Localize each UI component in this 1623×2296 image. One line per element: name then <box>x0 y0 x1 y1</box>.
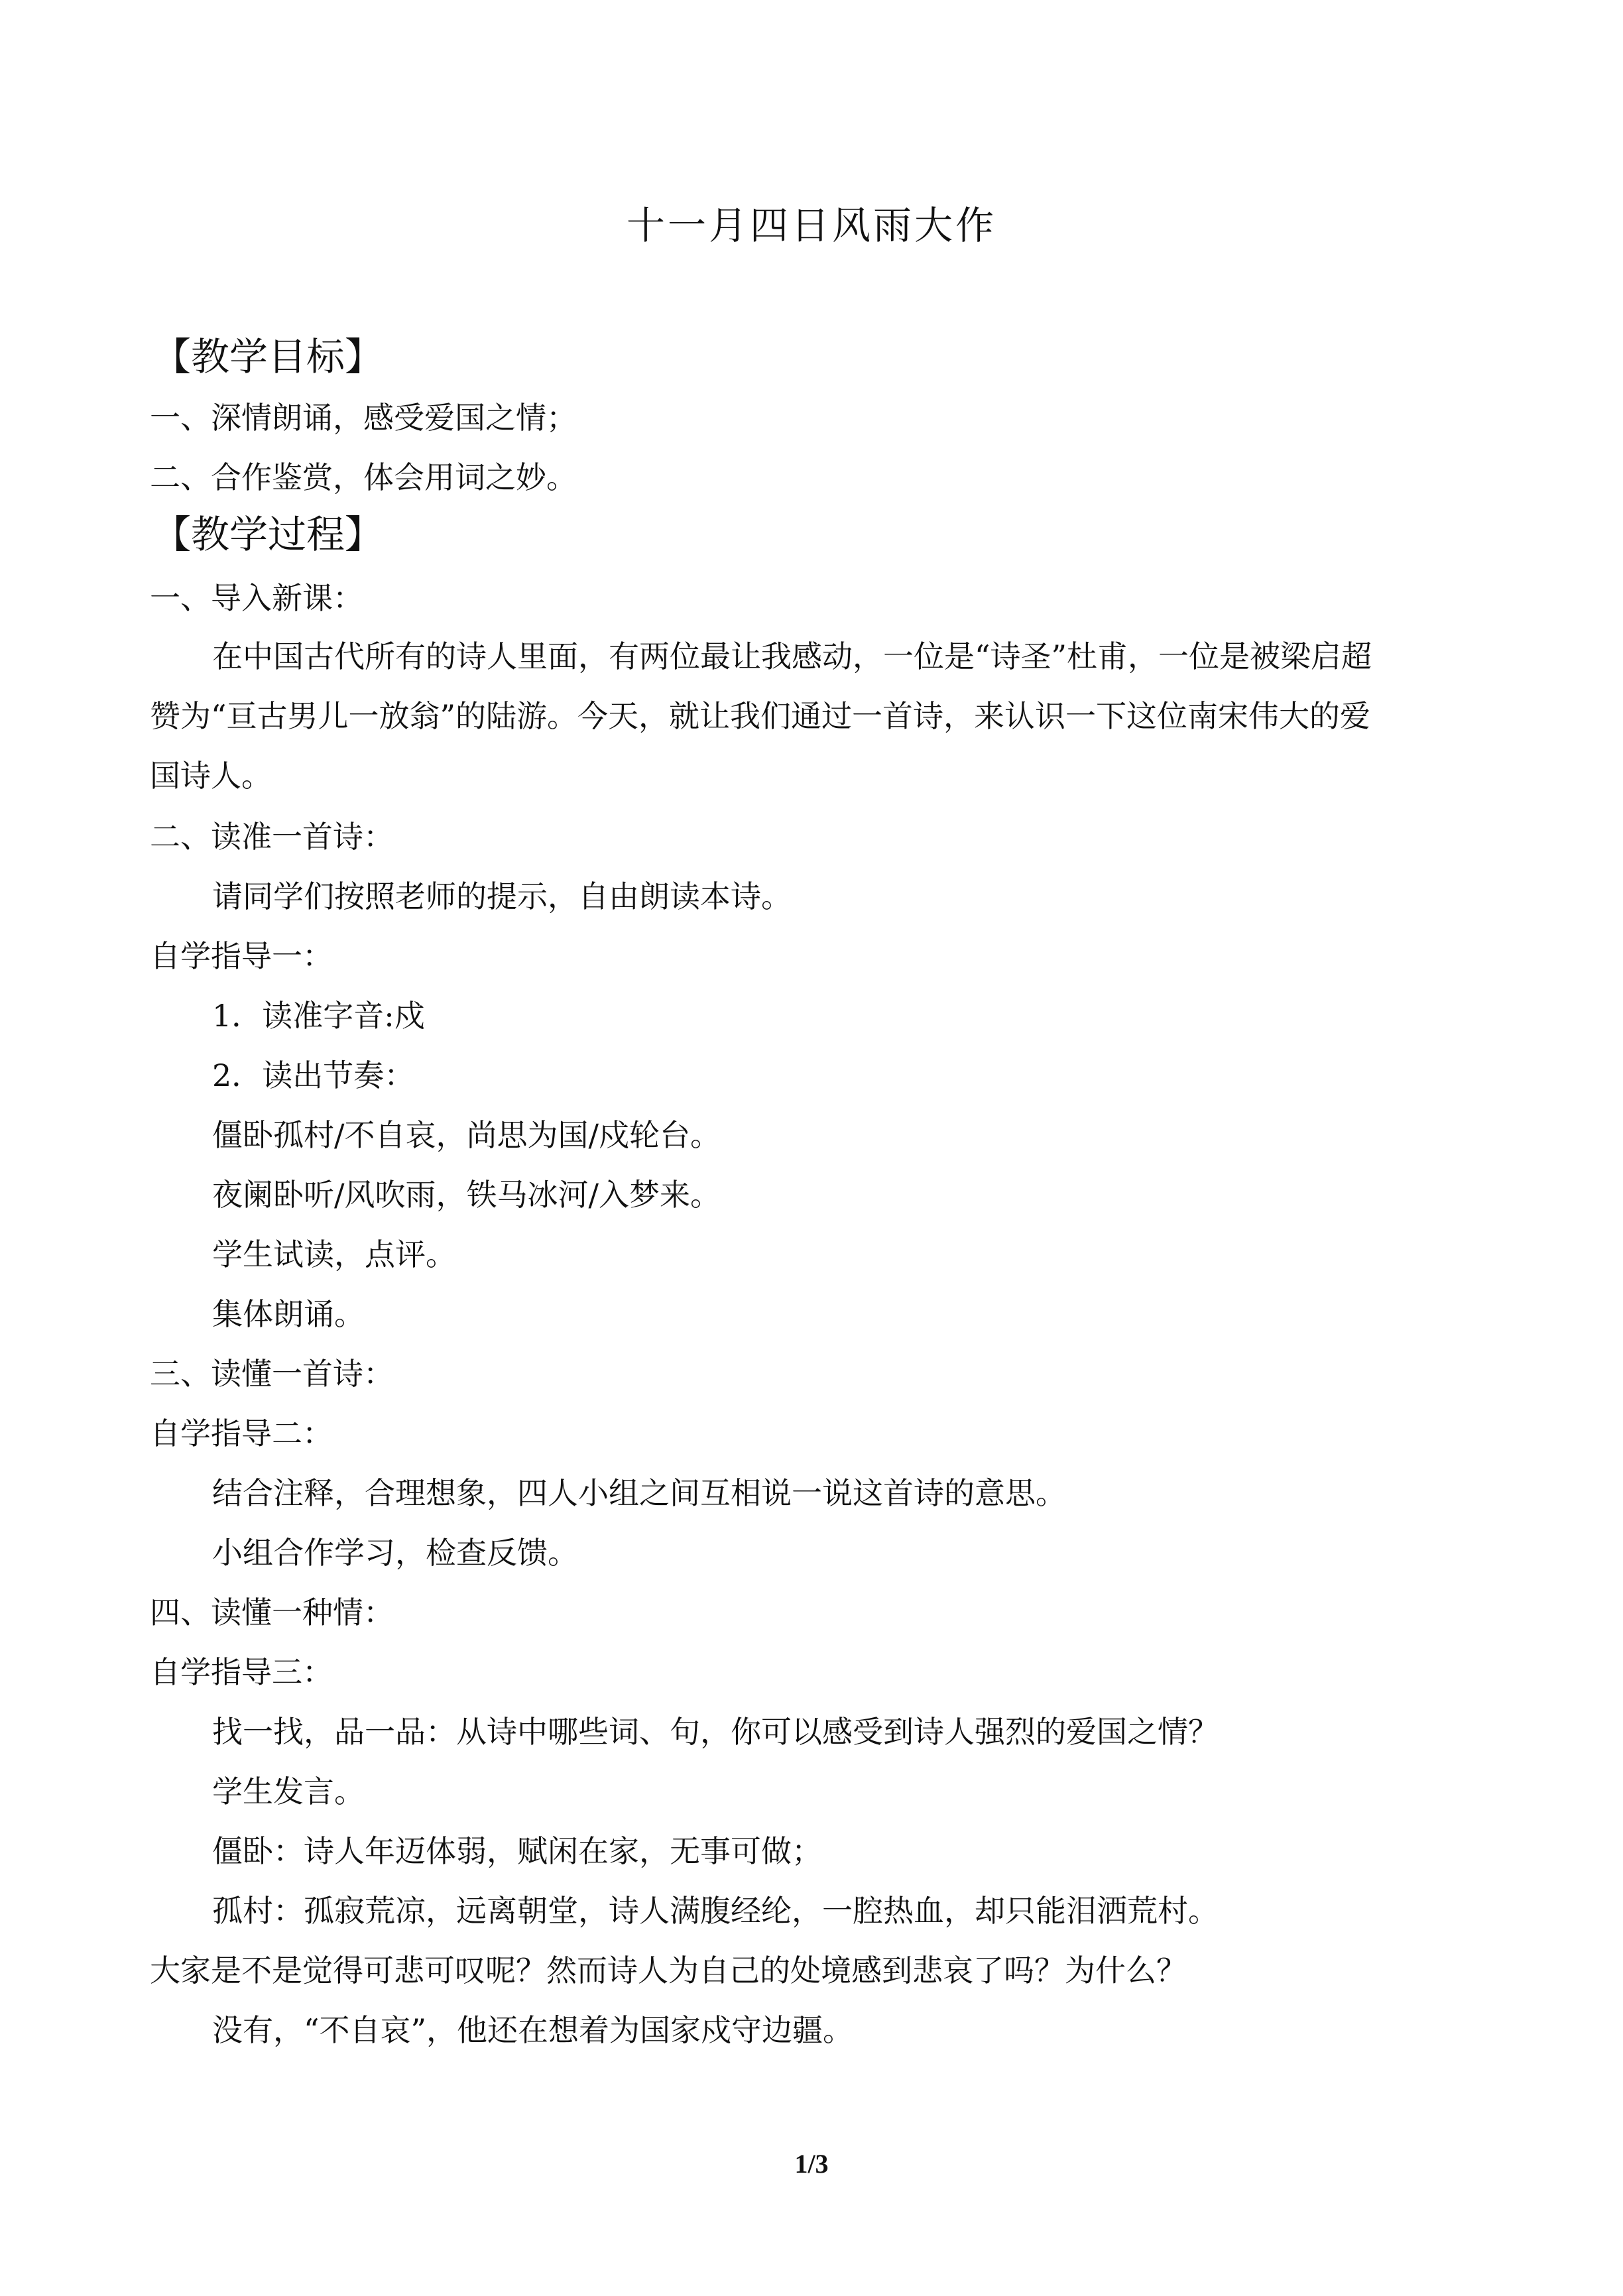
poem-line: 夜阑卧听/风吹雨，铁马冰河/入梦来。 <box>212 1177 721 1213</box>
guide-heading: 自学指导一： <box>150 938 333 974</box>
page-number: 1/3 <box>794 2149 829 2179</box>
guide-heading: 自学指导三： <box>150 1654 333 1690</box>
list-item: 2．读出节奏： <box>212 1057 415 1093</box>
list-item: 1．读准字音:戍 <box>212 998 425 1034</box>
paragraph-line: 集体朗诵。 <box>212 1296 365 1332</box>
goal-item: 二、合作鉴赏，体会用词之妙。 <box>150 459 577 495</box>
paragraph-line: 学生试读，点评。 <box>212 1237 456 1272</box>
paragraph-line: 结合注释，合理想象，四人小组之间互相说一说这首诗的意思。 <box>212 1475 1066 1511</box>
paragraph-line: 请同学们按照老师的提示，自由朗读本诗。 <box>212 878 792 914</box>
paragraph-line: 找一找，品一品：从诗中哪些词、句，你可以感受到诗人强烈的爱国之情？ <box>212 1714 1219 1750</box>
step-heading: 三、读懂一首诗： <box>150 1356 394 1392</box>
step-heading: 二、读准一首诗： <box>150 819 394 855</box>
poem-line: 僵卧孤村/不自哀，尚思为国/戍轮台。 <box>212 1117 721 1153</box>
section-heading-process: 【教学过程】 <box>152 512 384 557</box>
paragraph-line: 僵卧：诗人年迈体弱，赋闲在家，无事可做； <box>212 1833 822 1869</box>
goal-item: 一、深情朗诵，感受爱国之情； <box>150 400 577 436</box>
guide-heading: 自学指导二： <box>150 1416 333 1451</box>
step-heading: 四、读懂一种情： <box>150 1595 394 1630</box>
paragraph-line: 小组合作学习，检查反馈。 <box>212 1535 578 1571</box>
paragraph-line: 没有，“不自哀”，他还在想着为国家戍守边疆。 <box>212 2012 854 2048</box>
section-heading-goals: 【教学目标】 <box>152 334 384 379</box>
paragraph-line: 国诗人。 <box>150 758 272 794</box>
step-heading: 一、导入新课： <box>150 580 363 616</box>
paragraph-line: 大家是不是觉得可悲可叹呢？然而诗人为自己的处境感到悲哀了吗？为什么？ <box>150 1953 1187 1988</box>
document-title: 十一月四日风雨大作 <box>626 203 996 248</box>
paragraph-line: 在中国古代所有的诗人里面，有两位最让我感动，一位是“诗圣”杜甫，一位是被梁启超 <box>212 638 1372 674</box>
paragraph-line: 孤村：孤寂荒凉，远离朝堂，诗人满腹经纶，一腔热血，却只能泪洒荒村。 <box>212 1893 1219 1929</box>
paragraph-line: 赞为“亘古男儿一放翁”的陆游。今天，就让我们通过一首诗，来认识一下这位南宋伟大的爱 <box>150 698 1371 734</box>
paragraph-line: 学生发言。 <box>212 1774 365 1809</box>
